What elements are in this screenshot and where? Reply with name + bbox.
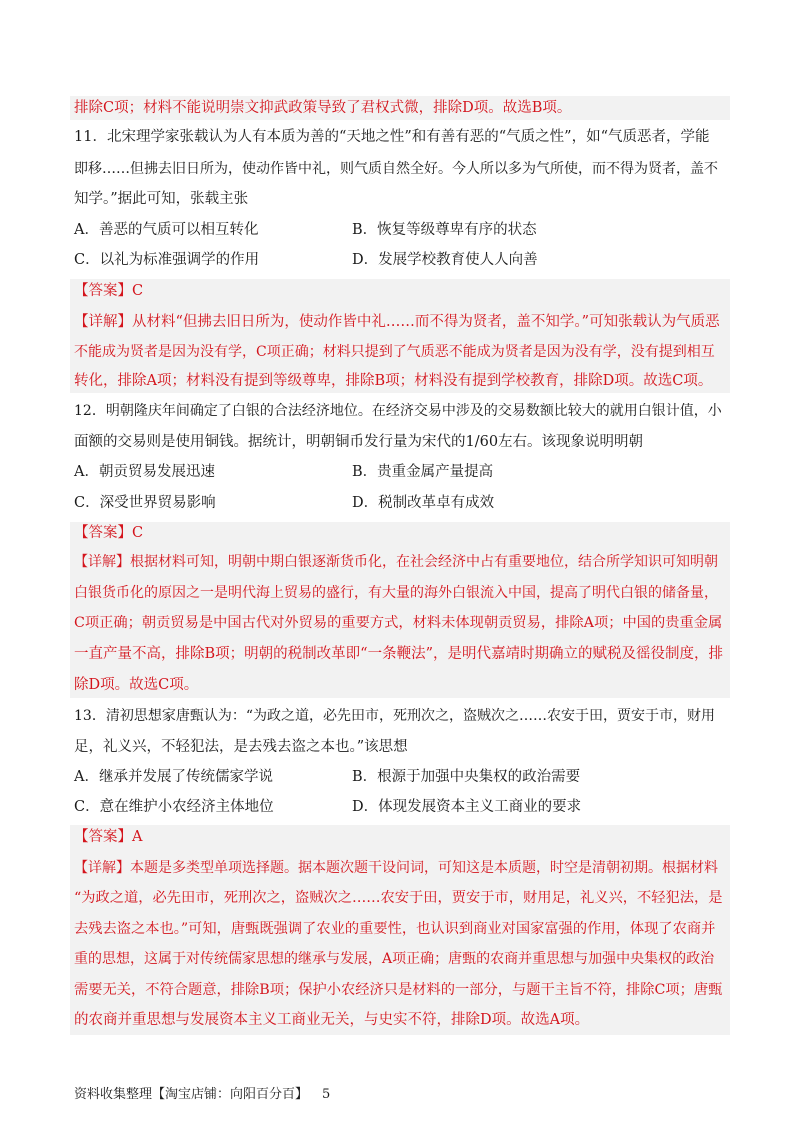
page-footer bbox=[74, 1083, 330, 1102]
q13-option-a[interactable]: A．继承并发展了传统儒家学说 bbox=[74, 769, 273, 785]
q11-option-b[interactable]: B．恢复等级尊卑有序的状态 bbox=[352, 222, 537, 238]
q13-stem-line-2: 足，礼义兴，不轻犯法，是去残去盗之本也。”该思想 bbox=[74, 739, 408, 755]
q13-detail-line-3: 去残去盗之本也。”可知，唐甄既强调了农业的重要性，也认识到商业对国家富强的作用，体现了农商并 bbox=[74, 921, 716, 937]
q12-option-d[interactable]: D．税制改革卓有成效 bbox=[352, 495, 495, 511]
q13-detail-line-5: 需要无关，不符合题意，排除B项；保护小农经济只是材料的一部分，与题干主旨不符，排除C项；唐甄 bbox=[74, 982, 723, 998]
q13-option-b[interactable]: B．根源于加强中央集权的政治需要 bbox=[352, 769, 581, 785]
q11-stem-line-1: 11．北宋理学家张载认为人有本质为善的“天地之性”和有善有恶的“气质之性”，如“气质恶者，学能 bbox=[74, 129, 710, 145]
q11-option-c[interactable]: C．以礼为标准强调学的作用 bbox=[74, 252, 260, 268]
q11-detail-line-1: 【详解】从材料“但拂去旧日所为，使动作皆中礼……而不得为贤者，盖不知学。”可知张载认为气质恶 bbox=[74, 314, 720, 330]
q11-answer-block bbox=[70, 279, 730, 393]
page-number: 5 bbox=[322, 1087, 331, 1102]
q12-option-b[interactable]: B．贵重金属产量提高 bbox=[352, 464, 494, 480]
q11-option-d[interactable]: D．发展学校教育使人人向善 bbox=[352, 252, 538, 268]
q11-detail-line-3: 转化，排除A项；材料没有提到等级尊卑，排除B项；材料没有提到学校教育，排除D项。故选C项。 bbox=[74, 373, 713, 389]
carry-over-explanation-block bbox=[70, 96, 730, 120]
q11-answer: 【答案】C bbox=[74, 283, 144, 299]
q12-option-a[interactable]: A．朝贡贸易发展迅速 bbox=[74, 464, 215, 480]
q13-option-d[interactable]: D．体现发展资本主义工商业的要求 bbox=[352, 799, 582, 815]
q12-stem-line-2: 面额的交易则是使用铜钱。据统计，明朝铜币发行量为宋代的1/60左右。该现象说明明朝 bbox=[74, 434, 644, 450]
q12-detail-line-3: C项正确；朝贡贸易是中国古代对外贸易的重要方式，材料未体现朝贡贸易，排除A项；中国的贵重金属 bbox=[74, 615, 723, 631]
q13-detail-line-6: 的农商并重思想与发展资本主义工商业无关，与史实不符，排除D项。故选A项。 bbox=[74, 1012, 590, 1028]
q12-answer: 【答案】C bbox=[74, 525, 144, 541]
q12-answer-block bbox=[70, 522, 730, 698]
q12-detail-line-5: 除D项。故选C项。 bbox=[74, 677, 199, 693]
q12-option-c[interactable]: C．深受世界贸易影响 bbox=[74, 495, 216, 511]
q13-detail-line-4: 重的思想，这属于对传统儒家思想的继承与发展，A项正确；唐甄的农商并重思想与加强中央集权的政治 bbox=[74, 951, 715, 967]
q12-stem-line-1: 12．明朝隆庆年间确定了白银的合法经济地位。在经济交易中涉及的交易数额比较大的就用白银计值，小 bbox=[74, 403, 722, 419]
q12-detail-line-4: 一直产量不高，排除B项；明朝的税制改革即“一条鞭法”，是明代嘉靖时期确立的赋税及徭役制度，排 bbox=[74, 646, 723, 662]
q12-detail-line-2: 白银货币化的原因之一是明代海上贸易的盛行，有大量的海外白银流入中国，提高了明代白银的储备量， bbox=[74, 585, 718, 601]
q11-detail-line-2: 不能成为贤者是因为没有学，C项正确；材料只提到了气质恶不能成为贤者是因为没有学，没有提到相互 bbox=[74, 344, 715, 360]
q13-option-c[interactable]: C．意在维护小农经济主体地位 bbox=[74, 799, 274, 815]
q13-answer-block bbox=[70, 825, 730, 1035]
q13-answer: 【答案】A bbox=[74, 829, 143, 845]
carry-over-text: 排除C项；材料不能说明崇文抑武政策导致了君权式微，排除D项。故选B项。 bbox=[74, 100, 572, 116]
q12-detail-line-1: 【详解】根据材料可知，明朝中期白银逐渐货币化，在社会经济中占有重要地位，结合所学知识可知明朝 bbox=[74, 554, 718, 570]
q13-stem-line-1: 13．清初思想家唐甄认为：“为政之道，必先田市，死刑次之，盗贼次之……农安于田，贾安于市，财用 bbox=[74, 708, 715, 724]
q13-detail-line-2: “为政之道，必先田市，死刑次之，盗贼次之……农安于田，贾安于市，财用足，礼义兴，不轻犯法，是 bbox=[74, 890, 723, 906]
q11-stem-line-3: 知学。”据此可知，张载主张 bbox=[74, 191, 249, 207]
footer-source: 资料收集整理【淘宝店铺：向阳百分百】 bbox=[74, 1087, 309, 1102]
q13-detail-line-1: 【详解】本题是多类型单项选择题。据本题次题干设问词，可知这是本质题，时空是清朝初期。根据材料 bbox=[74, 860, 718, 876]
q11-option-a[interactable]: A．善恶的气质可以相互转化 bbox=[74, 222, 259, 238]
q11-stem-line-2: 即移……但拂去旧日所为，使动作皆中礼，则气质自然全好。今人所以多为气所使，而不得为贤者，盖不 bbox=[74, 161, 718, 177]
